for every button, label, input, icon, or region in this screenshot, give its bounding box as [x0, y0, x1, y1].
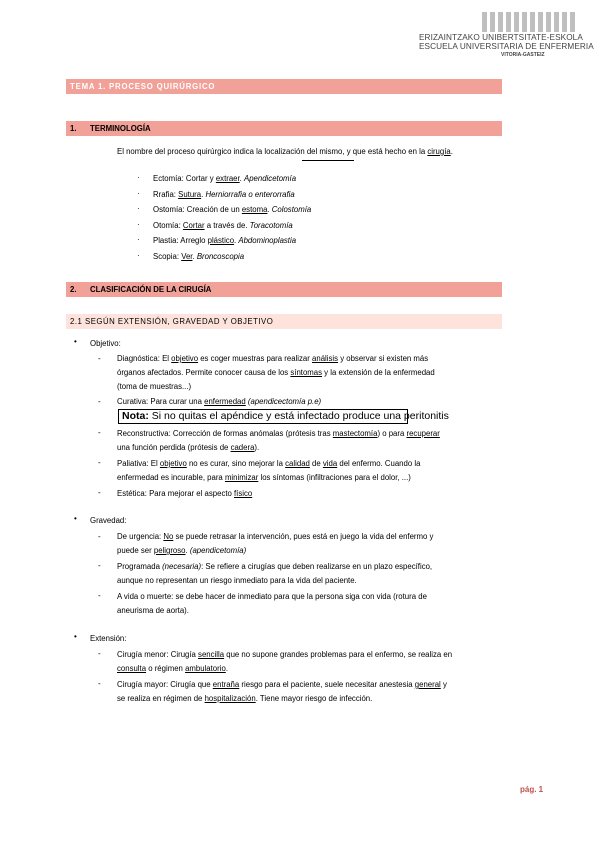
programada-line-1: Programada (necesaria): Se refiere a cirugías que deben realizarse en un plazo específico,: [117, 562, 433, 571]
section-1-heading: [66, 121, 502, 136]
dash-icon: -: [98, 679, 101, 688]
paliativa-line-2: enfermedad es incurable, para minimizar los síntomas (infiltraciones para el dolor, ...): [117, 473, 411, 482]
bullet-icon: ·: [137, 173, 140, 182]
vida-line-2: aneurisma de aorta).: [117, 606, 189, 615]
logo-line-2: ESCUELA UNIVERSITARIA DE ENFERMERIA: [419, 42, 594, 51]
dash-icon: -: [98, 397, 101, 406]
term-item: Ectomía: Cortar y extraer. Apendicetomía: [153, 174, 297, 183]
reconstructiva-line-2: una función perdida (prótesis de cadera).: [117, 443, 260, 452]
note-label: Nota:: [122, 410, 149, 422]
extension-label: Extensión:: [90, 634, 127, 643]
intro-cirugia: cirugía: [427, 147, 451, 156]
bullet-icon: •: [74, 632, 77, 641]
paliativa-line-1: Paliativa: El objetivo no es curar, sino mejorar la calidad de vida del enfermo. Cuando la: [117, 459, 421, 468]
bullet-icon: •: [74, 514, 77, 523]
dash-icon: -: [98, 488, 101, 497]
diagnostica-line-1: Diagnóstica: El objetivo es coger muestras para realizar análisis y observar si existen más: [117, 354, 429, 363]
section-1-number: 1.: [70, 124, 77, 133]
vida-line-1: A vida o muerte: se debe hacer de inmediato para que la persona siga con vida (rotura de: [117, 592, 427, 601]
mayor-line-1: Cirugía mayor: Cirugía que entraña riesgo para el paciente, suele necesitar anestesia general y: [117, 680, 447, 689]
dash-icon: -: [98, 649, 101, 658]
note-box: [118, 409, 449, 424]
curativa-line: Curativa: Para curar una enfermedad (apendicectomía p.e): [117, 397, 322, 406]
dash-icon: -: [98, 428, 101, 437]
dash-icon: -: [98, 458, 101, 467]
urgencia-line-2: puede ser peligroso. (apendicetomía): [117, 546, 247, 555]
section-1-title: TERMINOLOGÍA: [90, 124, 151, 133]
dash-icon: -: [98, 591, 101, 600]
dash-icon: -: [98, 532, 101, 541]
term-item: Scopia: Ver. Broncoscopia: [153, 251, 245, 261]
tema-title: TEMA 1. PROCESO QUIRÚRGICO: [66, 79, 502, 94]
section-2-heading: [66, 282, 502, 297]
section-1-intro: El nombre del proceso quirúrgico indica la localización del mismo, y que está hecho en la cirugía.: [117, 147, 453, 156]
reconstructiva-line-1: Reconstructiva: Corrección de formas anómalas (prótesis tras mastectomía) o para recuperar: [117, 429, 440, 438]
bullet-icon: ·: [137, 204, 140, 213]
objetivo-label: Objetivo:: [90, 339, 121, 348]
bullet-icon: ·: [137, 188, 140, 198]
urgencia-line-1: De urgencia: No se puede retrasar la intervención, pues está en juego la vida del enfermo y: [117, 532, 434, 541]
mayor-line-2: se realiza en régimen de hospitalización. Tiene mayor riesgo de infección.: [117, 694, 373, 703]
section-2-number: 2.: [70, 285, 77, 294]
intro-localizacion: localización del mismo: [264, 147, 343, 156]
bullet-icon: ·: [137, 235, 140, 244]
menor-line-1: Cirugía menor: Cirugía sencilla que no supone grandes problemas para el enfermo, se realiza en: [117, 650, 453, 659]
bullet-icon: ·: [137, 219, 140, 229]
term-item: Ostomía: Creación de un estoma. Colostomía: [153, 205, 312, 214]
intro-underline: [302, 160, 354, 161]
term-item: Rrafia: Sutura. Herniorrafia o enterorrafia: [153, 189, 295, 199]
section-2-title: CLASIFICACIÓN DE LA CIRUGÍA: [90, 285, 212, 294]
bullet-icon: ·: [137, 250, 140, 260]
logo-line-1: ERIZAINTZAKO UNIBERTSITATE-ESKOLA: [419, 33, 583, 42]
programada-line-2: aunque no representan un riesgo inmediato para la vida del paciente.: [117, 576, 357, 585]
diagnostica-line-3: (toma de muestras...): [117, 382, 192, 391]
dash-icon: -: [98, 354, 101, 363]
diagnostica-line-2: órganos afectados. Permite conocer causa de los síntomas y la extensión de la enfermedad: [117, 368, 435, 377]
note-text: Si no quitas el apéndice y está infectado produce una peritonitis: [148, 410, 449, 422]
gravedad-label: Gravedad:: [90, 516, 127, 525]
logo-line-3: VITORIA-GASTEIZ: [501, 52, 545, 58]
term-item: Plastia: Arreglo plástico. Abdominoplastia: [153, 236, 297, 245]
university-logo-icon: [482, 12, 578, 32]
dash-icon: -: [98, 561, 101, 570]
bullet-icon: •: [74, 337, 77, 346]
term-item: Otomía: Cortar a través de. Toracotomía: [153, 220, 293, 230]
page-number: pág. 1: [520, 785, 544, 794]
section-2-1-heading: 2.1 SEGÚN EXTENSIÓN, GRAVEDAD Y OBJETIVO: [66, 314, 502, 329]
estetica-line: Estética: Para mejorar el aspecto físico: [117, 489, 253, 498]
menor-line-2: consulta o régimen ambulatorio.: [117, 664, 228, 673]
